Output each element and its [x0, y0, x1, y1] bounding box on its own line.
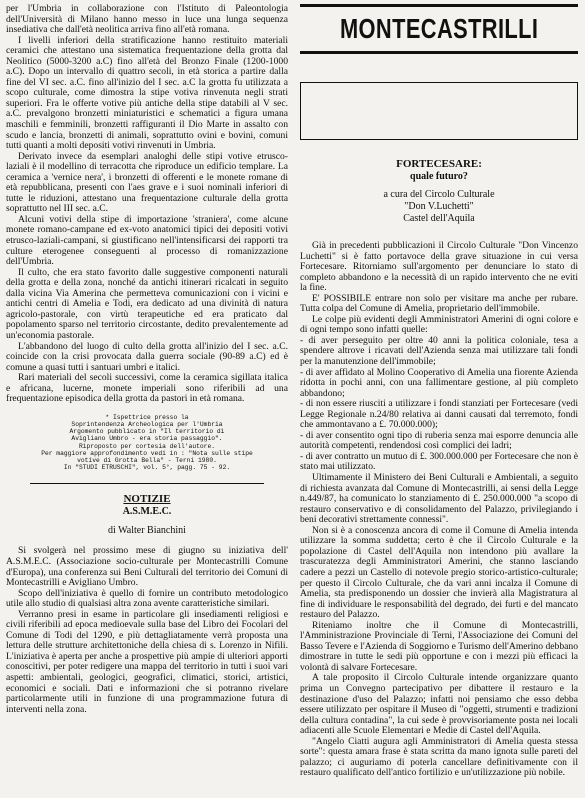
- paragraph-cult: Il culto, che era stato favorito dalle suggestive componenti naturali della grotta e della zona, nonché da antichi itinerari ricalcati in seguito dalla vicina Via Amerina che permetteva comunicazioni con i vicini e antichi centri di Amelia e Todi, era dedicato ad una divinità di natura agricolo-pastorale, con virtù terapeutiche ed era praticato dal popolamento sparso nel territorio circostante, dedito prevalentemente ad un'economia pastorale.: [6, 266, 288, 341]
- footnote-line: In "STUDI ETRUSCHI", vol. 5°, pagg. 75 - 92.: [63, 464, 231, 472]
- author-line: Castel dell'Aquila: [403, 213, 475, 224]
- paragraph-scope: Scopo dell'iniziativa è quello di fornire un contributo metodologico utile allo studio di qualsiasi altra zona avente caratteristiche similari.: [6, 587, 288, 610]
- masthead-banner: [300, 4, 578, 54]
- paragraph: Non si è a conoscenza ancora di come il Comune di Amelia intenda utilizzare la somma suddetta; certo è che il Circolo Culturale e la popolazione di Castel dell'Aquila non intendono più avallare la trascuratezza degli Amministratori Amerini, che stanno lasciando cadere a pezzi un Castello di notevole pregio storico-artistico-culturale; per questo il Circolo Culturale, che da vari anni incalza il Comune di Amelia, sta predisponendo un dossier che invierà alla Magistratura al fine di individuare le responsabilità del degrado, dei furti e del mancato restauro del Palazzo.: [300, 524, 578, 621]
- empty-box: [300, 82, 578, 140]
- paragraph-conference: Si svolgerà nel prossimo mese di giugno su iniziativa dell' A.S.M.E.C. (Associazione socio-culturale per Montecastrilli Comune d'Europa), una conferenza sui Beni Culturali del territorio dei Comuni di Montecastrilli e Avigliano Umbro.: [6, 545, 288, 589]
- paragraph: Ultimamente il Ministero dei Beni Culturali e Ambientali, a seguito di richiesta avanzata dal Comune di Montecastrilli, ai sensi della Legge n.449/87, ha comunicato lo stanziamento di £. 250.000.000 "a scopo di restauro conservativo e di consolidamento del Palazzo, privilegiando i beni decorativi strettamente connessi".: [300, 472, 578, 526]
- author-line: a cura del Circolo Culturale: [383, 189, 495, 200]
- article-author: [300, 189, 578, 225]
- author-line: "Don V.Luchetti": [404, 201, 474, 212]
- list-item: - di aver perseguito per oltre 40 anni la politica coloniale, tesa a spendere altrove i ricavati dell'Azienda senza mai utilizzare tali fondi per la manutenzione dell'immobile;: [300, 334, 578, 368]
- paragraph-foreign-votives: Alcuni votivi della stipe di importazione 'straniera', come alcune monete romano-campane ed ex-voto anatomici tipici dei depositi votivi etrusco-laziali-campani, si giustificano nell'intensificarsi dei rapporti tra culture eterogenee conseguenti al processo di romanizzazione dell'Umbria.: [6, 213, 288, 268]
- section-title: NOTIZIE: [123, 493, 171, 506]
- paragraph-continued: per l'Umbria in collaborazione con l'Istituto di Paleontologia dell'Università di Milano hanno messo in luce una lunga sequenza insediativa che dall'età neolitica arriva fino all'età romana.: [6, 3, 288, 36]
- footnote-line: * Ispettrice presso la: [105, 413, 189, 421]
- paragraph-later-materials: Rari materiali del secoli successivi, come la ceramica sigillata italica e africana, lucerne, monete imperiali sono riferibili ad una frequentazione episodica della grotta da pastori in età romana.: [6, 372, 288, 405]
- masthead-title: MONTECASTRILLI: [339, 12, 539, 44]
- section-subtitle: A.S.M.E.C.: [122, 506, 172, 518]
- footnote-line: Avigliano Umbro - era storia passaggio".: [71, 435, 223, 443]
- section-divider: [30, 483, 264, 484]
- paragraph: E' POSSIBILE entrare non solo per visitare ma anche per rubare. Tutta colpa del Comune di Amelia, proprietario dell'immobile.: [300, 292, 578, 315]
- paragraph-topics: Verranno presi in esame in particolare gli insediamenti religiosi e civili riferibili ad epoca medioevale sulla base del Libro dei Focolari del Comune di Todi del 1290, e più dettagliatamente verrà proposta una lettura delle strutture architettoniche della chiesa di s. Lorenzo in Nifili. L'iniziativa è aperta per anche a prospettive più ampie di ulteriori apporti conoscitivi, per poter redigere una mappa del territorio in tutti i suoi vari aspetti: ambientali, geologici, geografici, climatici, storici, artistici, economici e sociali. Dati e informazioni che si potranno rivelare particolarmente utili in funzione di una programmazione futura di interventi nella zona.: [6, 608, 288, 715]
- footnote-line: Per maggiore approfondimento vedi in : "Nota sulle stipe: [41, 449, 253, 457]
- footnote: [6, 414, 288, 472]
- paragraph: "Angelo Ciatti augura agli Amministratori di Amelia questa stessa sorte": questa amara frase è stata scritta da mano ignota sulle pareti del palazzo; ci auguriamo di poterla cancellare definitivamente con il restauro qualificato dell'antico fortilizio e un'utilizzazione più nobile.: [300, 735, 578, 779]
- list-item: - di aver consentito ogni tipo di ruberia senza mai esporre denuncia alle autorità competenti, rendendosi così complici dei ladri;: [300, 429, 578, 452]
- paragraph: Riteniamo inoltre che il Comune di Montecastrilli, l'Amministrazione Provinciale di Terni, l'Associazione dei Comuni del Basso Tevere e l'Azienda di Soggiorno e Turismo dell'Amerino debbano dimostrare in tutte le sedi più opportune e con i mezzi più efficaci la volontà di salvare Fortecesare.: [300, 619, 578, 673]
- list-item: - di non essere riusciti a utilizzare i fondi stanziati per Fortecesare (vedi Legge Regionale n.24/80 relativa ai danni causati dal terremoto, fondi che ammontavano a £. 70.000.000);: [300, 398, 578, 431]
- paragraph-abandonment: L'abbandono del luogo di culto della grotta all'inizio del I sec. a.C. coincide con la crisi provocata dalla guerra sociale (90-89 a.C) ed è comune a quasi tutti i santuari umbri e italici.: [6, 340, 288, 373]
- list-item: - di aver affidato al Molino Cooperativo di Amelia una fiorente Azienda ridotta in pochi anni, con una fallimentare gestione, al più completo abbandono;: [300, 366, 578, 399]
- paragraph: Già in precedenti pubblicazioni il Circolo Culturale "Don Vincenzo Luchetti" si è fatto portavoce della grave situazione in cui versa Fortecesare. Ritorniamo sull'argomento per denunciare lo stato di completo abbandono e la necessità di un rapido intervento che ne eviti la fine.: [300, 240, 578, 294]
- paragraph-temple-model: Derivato invece da esemplari analoghi delle stipi votive etrusco-laziali è il modellino di terracotta che riproduce un edificio templare. La ceramica a 'vernice nera', i bronzetti di offerenti e le monete romane di età repubblicana, presenti con l'aes grave e i suoi nominali inferiori di tutte le riduzioni, attestano una frequentazione culturale della grotta soprattutto nel III sec. a.C.: [6, 150, 288, 215]
- left-column: [6, 4, 288, 715]
- footnote-line: Riproposto per cortesia dell'autore.: [78, 442, 216, 450]
- article-body: [300, 241, 578, 779]
- right-column: [300, 4, 578, 779]
- article-subtitle: quale futuro?: [410, 171, 468, 182]
- paragraph-stratigraphy: I livelli inferiori della stratificazione hanno restituito materiali ceramici che attestano una sistematica frequentazione della grotta dal Neolitico (5000-3200 a.C) fino all'età del Bronzo Finale (1200-1000 a.C). Dopo un intervallo di quattro secoli, in età storica a partire dalla fine del VI sec. a.C. fino all'inizio del I sec. a.C la grotta fu utilizzata a scopo culturale, come dimostra la stipe votiva rinvenuta negli strati superiori. Fra le offerte votive più antiche della stipe databili al V sec. a.C. prevalgono bronzetti miniaturistici e schematici a figura umana maschili e femminili, bronzetti raffiguranti il Dio Marte in assalto con scudo e lancia, bronzetti di animali, soprattutto ovini e bovini, comuni tutti quanti a molti depositi votivi rinvenuti in Umbria.: [6, 34, 288, 152]
- article-title: FORTECESARE:: [396, 158, 482, 170]
- footnote-line: Soprintendenza Archeologica per l'Umbria: [71, 420, 223, 428]
- byline: di Walter Bianchini: [108, 525, 186, 537]
- footnote-line: Argomento pubblicato in "Il territorio di: [69, 428, 225, 436]
- paragraph: Le colpe più evidenti degli Amministratori Amerini di ogni colore e di ogni tempo sono infatti quelle:: [300, 313, 578, 336]
- footnote-line: votive di Grotta Bella" - Terni 1980.: [77, 457, 217, 464]
- paragraph: A tale proposito il Circolo Culturale intende organizzare quanto prima un Convegno partecipativo per dibattere il restauro e la destinazione d'uso del Palazzo; infatti noi pensiamo che esso debba essere utilizzato per ospitare il Museo di "oggetti, strumenti e tradizioni della cultura contadina", la cui sede è provvisoriamente posta nei locali adiacenti alle Scuole Elementari e Medie di Castel dell'Aquila.: [300, 672, 578, 737]
- list-item: - di aver contratto un mutuo di £. 300.000.000 per Fortecesare che non è stato mai utilizzato.: [300, 450, 578, 473]
